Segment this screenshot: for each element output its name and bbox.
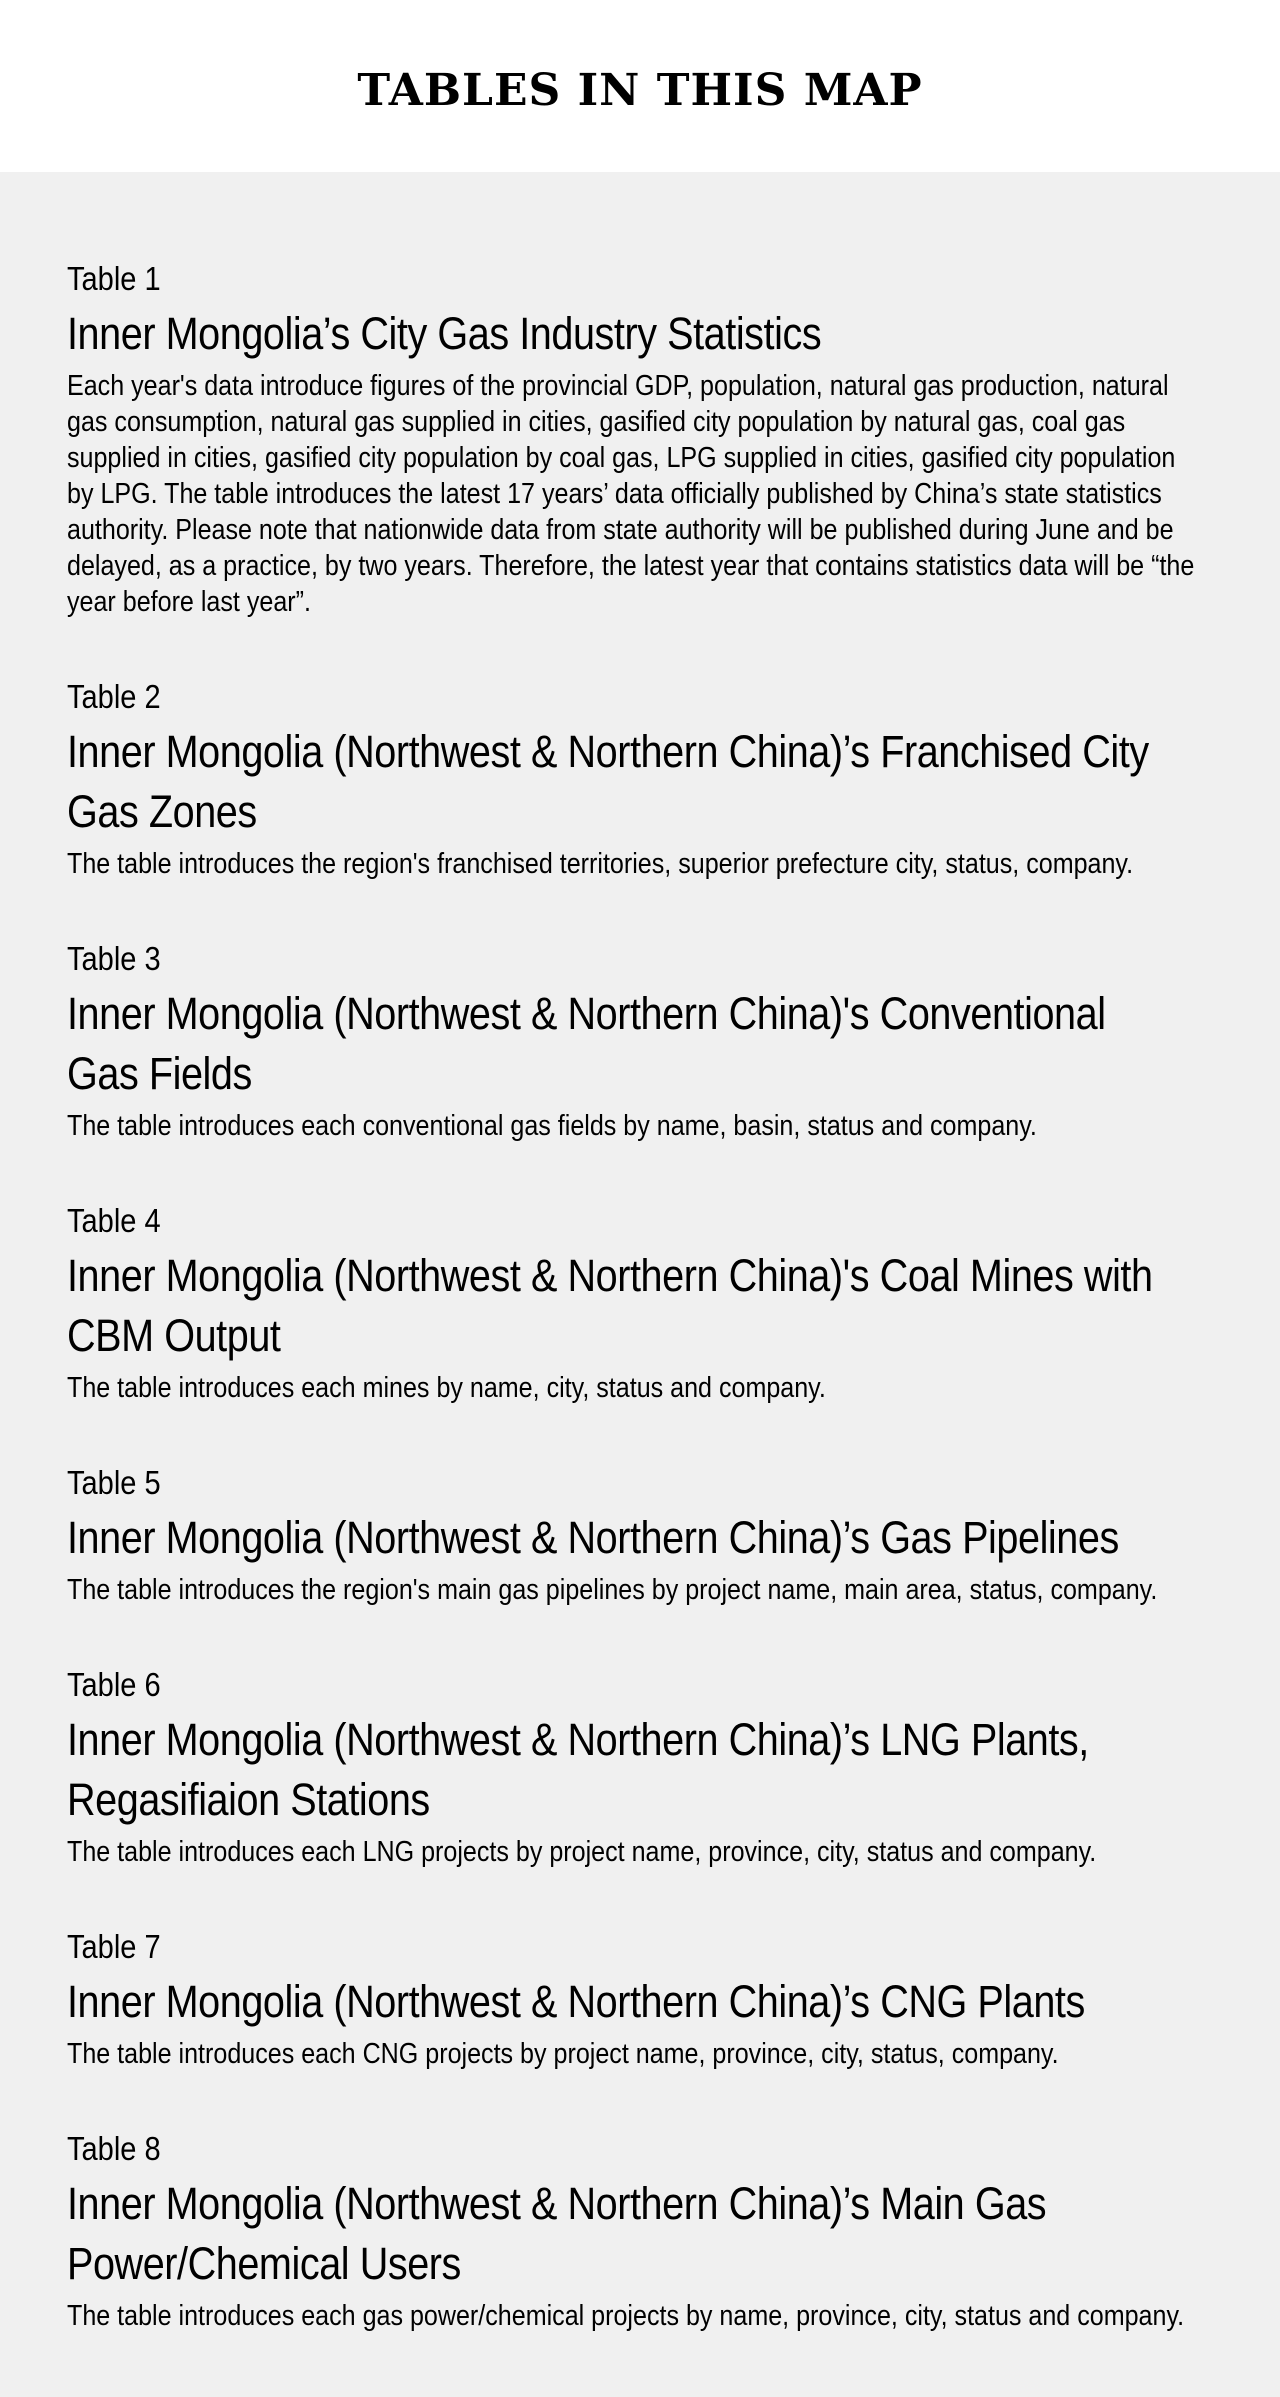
table-label: Table 5 [67, 1464, 161, 1501]
table-label: Table 8 [67, 2130, 161, 2167]
table-description: The table introduces each conventional gas fields by name, basin, status and company. [67, 1110, 1037, 1142]
table-entry-2 [67, 676, 1213, 882]
table-label: Table 2 [67, 678, 161, 715]
table-description: The table introduces each mines by name, city, status and company. [67, 1372, 826, 1404]
table-description: The table introduces each gas power/chemical projects by name, province, city, status and company. [67, 2300, 1185, 2332]
table-entry-1 [67, 258, 1213, 620]
tables-list [0, 172, 1280, 2397]
table-entry-7 [67, 1926, 1213, 2072]
page-header [0, 0, 1280, 172]
table-label: Table 6 [67, 1666, 161, 1703]
table-description: The table introduces each LNG projects by project name, province, city, status and company. [67, 1836, 1097, 1868]
table-description: The table introduces the region's main gas pipelines by project name, main area, status, company. [67, 1574, 1158, 1606]
table-label: Table 1 [67, 260, 161, 297]
table-heading: Inner Mongolia (Northwest & Northern China)’s Main Gas Power/Chemical Users [67, 2178, 1047, 2289]
table-entry-6 [67, 1664, 1213, 1870]
page-title: TABLES IN THIS MAP [357, 65, 923, 116]
table-heading: Inner Mongolia (Northwest & Northern China)’s CNG Plants [67, 1976, 1085, 2027]
table-entry-8 [67, 2128, 1213, 2334]
table-label: Table 7 [67, 1928, 161, 1965]
table-heading: Inner Mongolia (Northwest & Northern China)’s Gas Pipelines [67, 1512, 1119, 1563]
table-heading: Inner Mongolia’s City Gas Industry Statistics [67, 308, 822, 359]
table-heading: Inner Mongolia (Northwest & Northern China)'s Coal Mines with CBM Output [67, 1250, 1153, 1361]
table-entry-3 [67, 938, 1213, 1144]
table-label: Table 4 [67, 1202, 161, 1239]
table-label: Table 3 [67, 940, 161, 977]
table-description: The table introduces the region's franchised territories, superior prefecture city, status, company. [67, 848, 1134, 880]
table-entry-5 [67, 1462, 1213, 1608]
table-heading: Inner Mongolia (Northwest & Northern China)’s LNG Plants, Regasifiaion Stations [67, 1714, 1089, 1825]
table-description: The table introduces each CNG projects by project name, province, city, status, company. [67, 2038, 1059, 2070]
table-description: Each year's data introduce figures of the provincial GDP, population, natural gas production, natural gas consumption, natural gas supplied in cities, gasified city population by natural gas, coal gas supplied in cities, gasified city population by coal gas, LPG supplied in cities, gasified city population by LPG. The table introduces the latest 17 years’ data officially published by China’s state statistics authority. Please note that nationwide data from state authority will be published during June and be delayed, as a practice, by two years. Therefore, the latest year that contains statistics data will be “the year before last year”. [67, 370, 1195, 618]
table-heading: Inner Mongolia (Northwest & Northern China)'s Conventional Gas Fields [67, 988, 1106, 1099]
table-heading: Inner Mongolia (Northwest & Northern China)’s Franchised City Gas Zones [67, 726, 1149, 837]
table-entry-4 [67, 1200, 1213, 1406]
